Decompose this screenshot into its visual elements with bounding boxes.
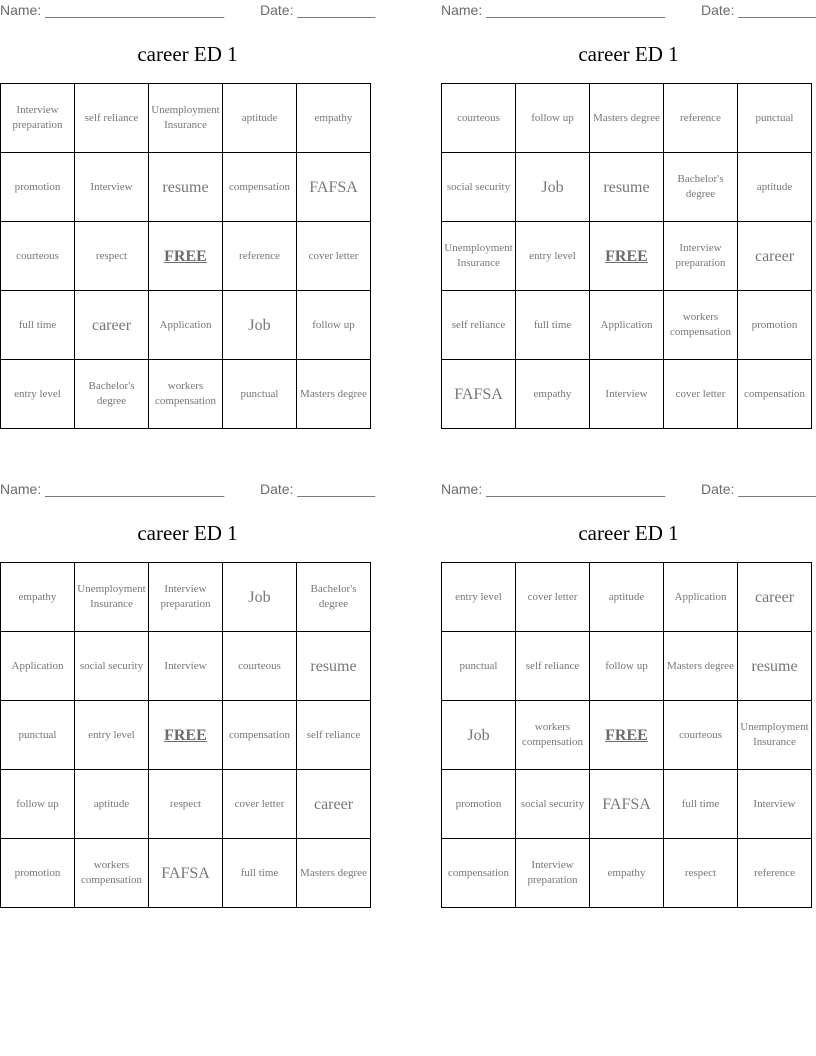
bingo-cell: Interview — [149, 632, 223, 701]
bingo-cell: entry level — [516, 222, 590, 291]
bingo-cell: Interview preparation — [516, 839, 590, 908]
grid-row — [442, 153, 812, 222]
bingo-cell: respect — [75, 222, 149, 291]
grid-row — [1, 563, 371, 632]
date-field: Date: __________ — [260, 2, 376, 18]
bingo-cell: punctual — [738, 84, 812, 153]
bingo-card-2 — [441, 0, 816, 435]
bingo-cell: compensation — [223, 153, 297, 222]
bingo-cell: workers compensation — [664, 291, 738, 360]
bingo-cell: respect — [664, 839, 738, 908]
name-field: Name: _______________________ — [0, 2, 225, 18]
bingo-cell: promotion — [1, 153, 75, 222]
grid-row — [442, 563, 812, 632]
bingo-cell: workers compensation — [149, 360, 223, 429]
bingo-cell: Application — [664, 563, 738, 632]
card-title: career ED 1 — [578, 521, 679, 545]
bingo-cell: cover letter — [516, 563, 590, 632]
bingo-cell: full time — [223, 839, 297, 908]
bingo-cell: respect — [149, 770, 223, 839]
grid-row — [1, 360, 371, 429]
bingo-cell: Application — [1, 632, 75, 701]
bingo-cell: punctual — [223, 360, 297, 429]
bingo-cell: promotion — [442, 770, 516, 839]
bingo-cell: empathy — [590, 839, 664, 908]
bingo-cell: cover letter — [223, 770, 297, 839]
bingo-card-3 — [0, 479, 375, 914]
bingo-cell: FAFSA — [590, 770, 664, 839]
bingo-cell: resume — [590, 153, 664, 222]
bingo-cell: social security — [75, 632, 149, 701]
grid-row — [442, 84, 812, 153]
bingo-cell: Job — [223, 563, 297, 632]
bingo-cell: entry level — [442, 563, 516, 632]
bingo-cell: Unemployment Insurance — [149, 84, 223, 153]
bingo-cell: courteous — [664, 701, 738, 770]
bingo-cell: workers compensation — [75, 839, 149, 908]
bingo-card-4 — [441, 479, 816, 914]
bingo-grid — [0, 562, 371, 908]
free-space-cell: FREE — [590, 222, 664, 291]
bingo-cell: full time — [1, 291, 75, 360]
name-date-row — [0, 2, 375, 20]
bingo-cell: resume — [297, 632, 371, 701]
grid-row — [442, 701, 812, 770]
bingo-cell: FAFSA — [297, 153, 371, 222]
bingo-cell: career — [75, 291, 149, 360]
name-date-row — [0, 481, 375, 499]
bingo-cell: Job — [516, 153, 590, 222]
grid-row — [1, 222, 371, 291]
bingo-cell: full time — [664, 770, 738, 839]
bingo-cell: career — [297, 770, 371, 839]
name-field: Name: _______________________ — [441, 481, 666, 497]
bingo-cell: follow up — [297, 291, 371, 360]
bingo-cell: self reliance — [516, 632, 590, 701]
grid-row — [442, 770, 812, 839]
grid-row — [442, 632, 812, 701]
name-field: Name: _______________________ — [0, 481, 225, 497]
bingo-cell: FAFSA — [442, 360, 516, 429]
bingo-cell: empathy — [516, 360, 590, 429]
grid-row — [1, 701, 371, 770]
bingo-cell: Masters degree — [664, 632, 738, 701]
bingo-cell: Unemployment Insurance — [442, 222, 516, 291]
grid-row — [442, 222, 812, 291]
bingo-cell: resume — [738, 632, 812, 701]
bingo-cell: reference — [738, 839, 812, 908]
grid-row — [442, 360, 812, 429]
bingo-cell: Interview — [590, 360, 664, 429]
bingo-cell: Bachelor's degree — [75, 360, 149, 429]
grid-row — [1, 84, 371, 153]
bingo-cell: compensation — [223, 701, 297, 770]
bingo-cell: entry level — [1, 360, 75, 429]
bingo-cell: empathy — [297, 84, 371, 153]
bingo-cell: aptitude — [75, 770, 149, 839]
bingo-grid — [441, 83, 812, 429]
bingo-cell: aptitude — [590, 563, 664, 632]
card-title: career ED 1 — [137, 521, 238, 545]
grid-row — [1, 839, 371, 908]
bingo-cell: social security — [516, 770, 590, 839]
bingo-cell: self reliance — [297, 701, 371, 770]
bingo-cell: Masters degree — [590, 84, 664, 153]
bingo-cell: follow up — [516, 84, 590, 153]
bingo-cell: career — [738, 563, 812, 632]
bingo-cell: follow up — [590, 632, 664, 701]
bingo-cell: FAFSA — [149, 839, 223, 908]
bingo-cell: self reliance — [75, 84, 149, 153]
bingo-cell: promotion — [738, 291, 812, 360]
card-title: career ED 1 — [137, 42, 238, 66]
bingo-cell: full time — [516, 291, 590, 360]
bingo-cell: resume — [149, 153, 223, 222]
bingo-cell: cover letter — [664, 360, 738, 429]
grid-row — [1, 153, 371, 222]
grid-row — [1, 632, 371, 701]
bingo-cell: aptitude — [223, 84, 297, 153]
bingo-cell: Application — [590, 291, 664, 360]
bingo-cell: aptitude — [738, 153, 812, 222]
bingo-cell: entry level — [75, 701, 149, 770]
bingo-cell: Masters degree — [297, 360, 371, 429]
free-space-cell: FREE — [590, 701, 664, 770]
bingo-cell: self reliance — [442, 291, 516, 360]
date-field: Date: __________ — [701, 2, 816, 18]
bingo-grid — [441, 562, 812, 908]
bingo-cell: workers compensation — [516, 701, 590, 770]
bingo-cell: promotion — [1, 839, 75, 908]
bingo-cell: compensation — [442, 839, 516, 908]
grid-row — [442, 291, 812, 360]
bingo-cell: punctual — [1, 701, 75, 770]
bingo-cell: Bachelor's degree — [664, 153, 738, 222]
name-date-row — [441, 481, 816, 499]
bingo-cell: social security — [442, 153, 516, 222]
bingo-cell: empathy — [1, 563, 75, 632]
grid-row — [442, 839, 812, 908]
bingo-cell: courteous — [442, 84, 516, 153]
bingo-cell: punctual — [442, 632, 516, 701]
bingo-cell: Unemployment Insurance — [75, 563, 149, 632]
date-field: Date: __________ — [260, 481, 376, 497]
bingo-cell: Interview — [75, 153, 149, 222]
bingo-cell: courteous — [223, 632, 297, 701]
bingo-cell: reference — [664, 84, 738, 153]
bingo-cell: cover letter — [297, 222, 371, 291]
name-date-row — [441, 2, 816, 20]
bingo-cell: Job — [442, 701, 516, 770]
bingo-cell: Unemployment Insurance — [738, 701, 812, 770]
bingo-cell: compensation — [738, 360, 812, 429]
name-field: Name: _______________________ — [441, 2, 666, 18]
card-title: career ED 1 — [578, 42, 679, 66]
grid-row — [1, 291, 371, 360]
bingo-cell: Interview preparation — [1, 84, 75, 153]
free-space-cell: FREE — [149, 701, 223, 770]
bingo-cell: Interview — [738, 770, 812, 839]
bingo-cell: career — [738, 222, 812, 291]
bingo-cell: follow up — [1, 770, 75, 839]
bingo-cell: Bachelor's degree — [297, 563, 371, 632]
free-space-cell: FREE — [149, 222, 223, 291]
bingo-cell: Job — [223, 291, 297, 360]
bingo-card-1 — [0, 0, 375, 435]
bingo-grid — [0, 83, 371, 429]
bingo-cell: Masters degree — [297, 839, 371, 908]
bingo-cell: Interview preparation — [149, 563, 223, 632]
bingo-cell: Interview preparation — [664, 222, 738, 291]
bingo-cell: Application — [149, 291, 223, 360]
bingo-cell: courteous — [1, 222, 75, 291]
date-field: Date: __________ — [701, 481, 816, 497]
grid-row — [1, 770, 371, 839]
bingo-cell: reference — [223, 222, 297, 291]
